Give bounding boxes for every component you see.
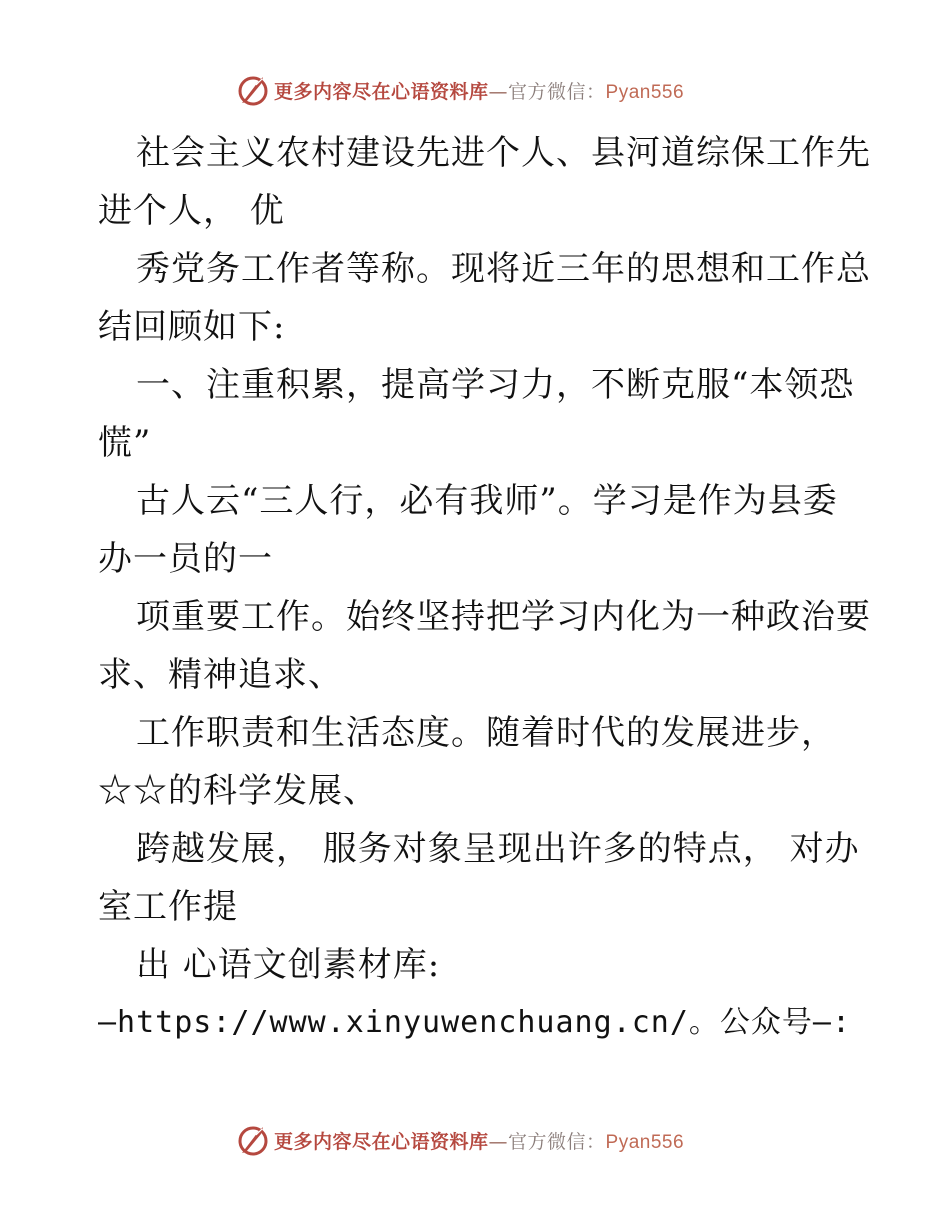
body-line-3: 秀党务工作者等称。现将近三年的思想和工作总	[136, 249, 871, 289]
body-line-8: 办一员的一	[98, 539, 273, 579]
header-banner	[236, 72, 684, 108]
banner-site-text: 更多内容尽在心语资料库	[274, 1130, 489, 1153]
quill-pen-logo-icon	[236, 1123, 270, 1157]
body-line-10: 求、精神追求、	[98, 655, 343, 695]
document-body	[98, 124, 871, 1052]
body-line-12: ☆☆的科学发展、	[98, 771, 378, 811]
body-line-13: 跨越发展， 服务对象呈现出许多的特点， 对办	[136, 829, 860, 869]
body-line-1: 社会主义农村建设先进个人、县河道综保工作先	[136, 133, 871, 173]
body-line-11: 工作职责和生活态度。随着时代的发展进步，	[136, 713, 836, 753]
body-line-6: 慌”	[98, 423, 152, 463]
body-line-9: 项重要工作。始终坚持把学习内化为一种政治要	[136, 597, 871, 637]
body-line-url[interactable]: —https://www.xinyuwenchuang.cn/。公众号—:	[98, 1005, 852, 1040]
footer-banner	[236, 1122, 684, 1158]
banner-wechat-label: 官方微信：	[508, 80, 606, 103]
banner-wechat-id: Pyan556	[605, 1131, 685, 1153]
banner-dash: —	[488, 1130, 509, 1153]
banner-wechat-label: 官方微信：	[508, 1130, 606, 1153]
body-line-14: 室工作提	[98, 887, 238, 927]
body-line-4: 结回顾如下:	[98, 307, 286, 347]
body-line-15: 出 心语文创素材库:	[136, 945, 441, 985]
body-line-5: 一、注重积累，提高学习力，不断克服“本领恐	[136, 365, 855, 405]
banner-dash: —	[488, 80, 509, 103]
quill-pen-logo-icon	[236, 73, 270, 107]
body-line-2: 进个人， 优	[98, 191, 285, 231]
banner-site-text: 更多内容尽在心语资料库	[274, 80, 489, 103]
banner-wechat-id: Pyan556	[605, 81, 685, 103]
body-line-7: 古人云“三人行，必有我师”。学习是作为县委	[136, 481, 838, 521]
